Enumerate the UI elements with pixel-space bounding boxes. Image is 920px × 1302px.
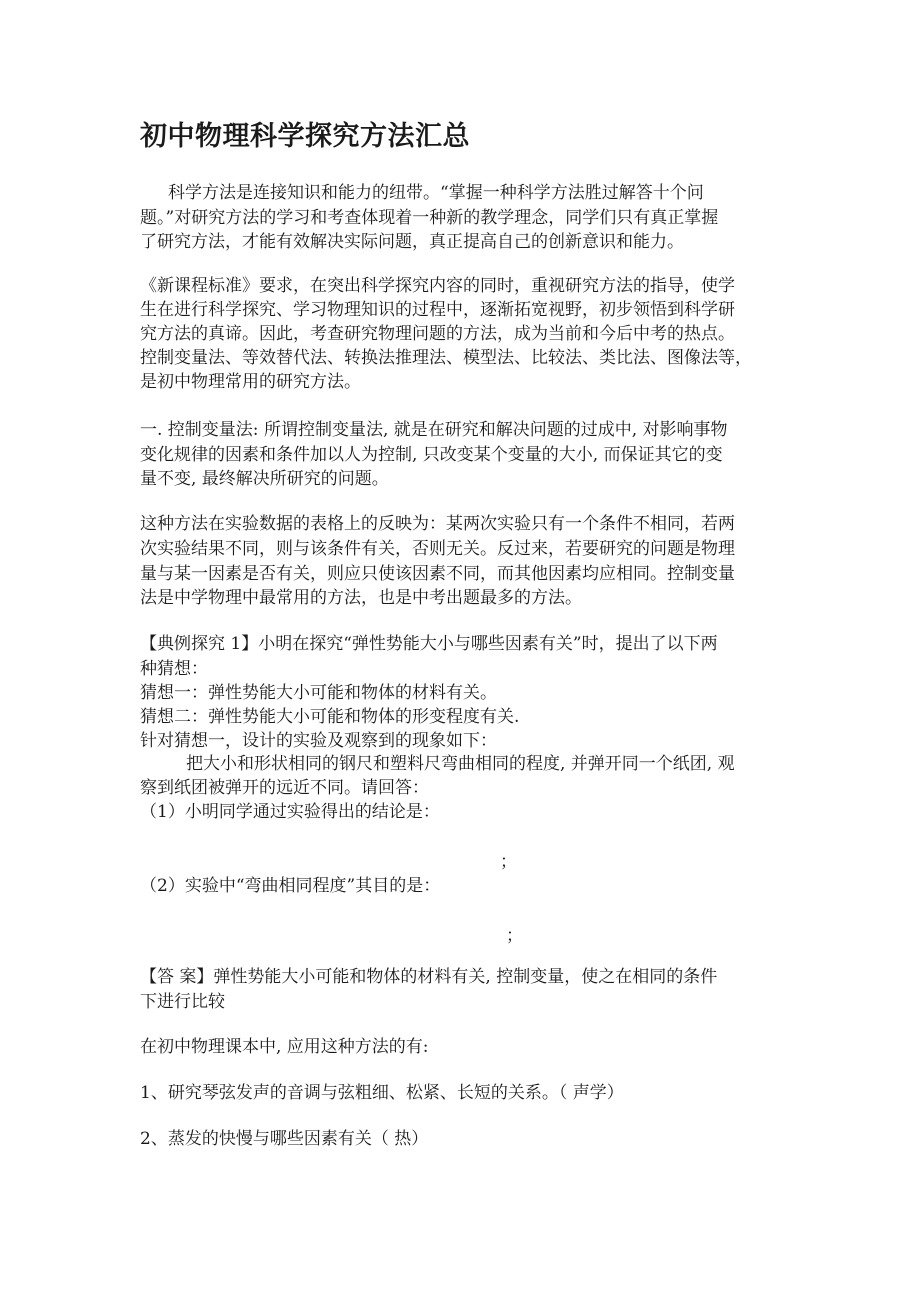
example-line: 【典例探究 1】小明在探究“弹性势能大小与哪些因素有关”时，提出了以下两 (140, 634, 718, 654)
question-1: （1）小明同学通过实验得出的结论是： (140, 802, 440, 822)
paragraph-line: 次实验结果不同，则与该条件有关，否则无关。反过来，若要研究的问题是物理 (140, 539, 735, 559)
paragraph-line: 《新课程标准》要求，在突出科学探究内容的同时，重视研究方法的指导，使学 (140, 276, 735, 296)
answer-line: 下进行比较 (140, 992, 225, 1012)
answer-blank-end: ； (506, 926, 523, 946)
answer-blank-end: ； (500, 852, 517, 872)
paragraph-line: 法是中学物理中最常用的方法，也是中考出题最多的方法。 (140, 588, 582, 608)
list-item: 1、研究琴弦发声的音调与弦粗细、松紧、长短的关系。（ 声学） (140, 1083, 624, 1103)
example-line: 察到纸团被弹开的远近不同。请回答： (140, 778, 429, 798)
question-2: （2）实验中“弯曲相同程度”其目的是： (140, 876, 441, 896)
paragraph-line: 这种方法在实验数据的表格上的反映为：某两次实验只有一个条件不相同，若两 (140, 514, 735, 534)
example-line: 把大小和形状相同的钢尺和塑料尺弯曲相同的程度, 并弹开同一个纸团, 观 (186, 754, 735, 774)
paragraph-line: 科学方法是连接知识和能力的纽带。“掌握一种科学方法胜过解答十个问 (168, 183, 704, 203)
paragraph-line: 一. 控制变量法: 所谓控制变量法, 就是在研究和解决问题的过成中, 对影响事物 (140, 420, 728, 440)
page-title: 初中物理科学探究方法汇总 (140, 121, 470, 152)
example-line: 猜想一：弹性势能大小可能和物体的材料有关。 (140, 683, 497, 703)
paragraph-line: 控制变量法、等效替代法、转换法推理法、模型法、比较法、类比法、图像法等， (140, 348, 752, 368)
paragraph-line: 生在进行科学探究、学习物理知识的过程中，逐渐拓宽视野，初步领悟到科学研 (140, 300, 735, 320)
paragraph-line: 量与某一因素是否有关，则应只使该因素不同，而其他因素均应相同。控制变量 (140, 564, 735, 584)
answer-line: 【答 案】弹性势能大小可能和物体的材料有关, 控制变量，使之在相同的条件 (140, 967, 718, 987)
paragraph-line: 题。”对研究方法的学习和考查体现着一种新的教学理念，同学们只有真正掌握 (140, 208, 719, 228)
paragraph-line: 是初中物理常用的研究方法。 (140, 372, 361, 392)
paragraph-line: 了研究方法，才能有效解决实际问题，真正提高自己的创新意识和能力。 (140, 232, 684, 252)
paragraph-line: 究方法的真谛。因此，考查研究物理问题的方法，成为当前和今后中考的热点。 (140, 324, 735, 344)
example-line: 种猜想： (140, 659, 208, 679)
list-item: 2、蒸发的快慢与哪些因素有关（ 热） (140, 1129, 429, 1149)
example-line: 猜想二：弹性势能大小可能和物体的形变程度有关. (140, 707, 520, 727)
paragraph-line: 变化规律的因素和条件加以人为控制, 只改变某个变量的大小, 而保证其它的变 (140, 445, 723, 465)
example-line: 针对猜想一，设计的实验及观察到的现象如下： (140, 731, 497, 751)
application-intro: 在初中物理课本中, 应用这种方法的有: (140, 1037, 429, 1057)
paragraph-line: 量不变, 最终解决所研究的问题。 (140, 469, 389, 489)
